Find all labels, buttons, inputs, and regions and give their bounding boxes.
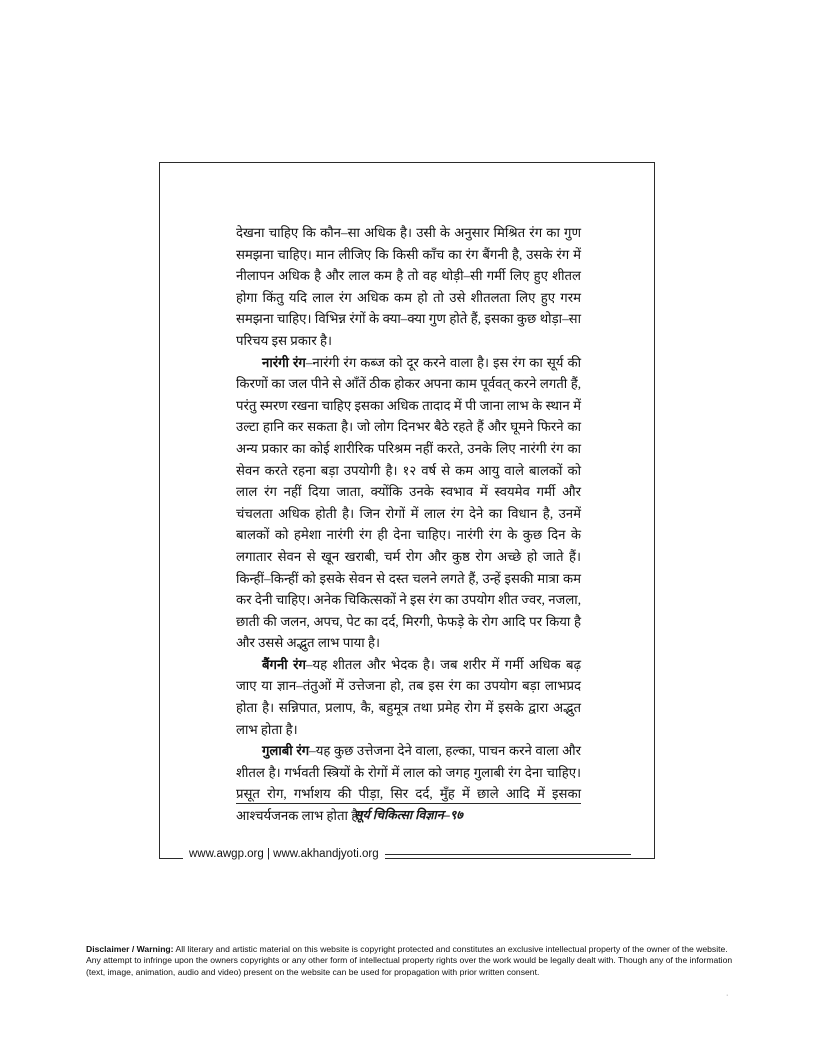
paragraph-4-heading: गुलाबी रंग xyxy=(262,743,310,759)
paragraph-2 xyxy=(236,352,581,654)
paragraph-4-text: –यह कुछ उत्तेजना देने वाला, हल्का, पाचन करने वाला और शीतल है। गर्भवती स्त्रियों के रोगों में लाल को जगह गुलाबी रंग देना चाहिए। प्रसूत रोग, गर्भाशय की पीड़ा, सिर दर्द, मुँह में छाले आदि में इसका आश्चर्यजनक लाभ होता है। xyxy=(236,743,582,824)
paragraph-1 xyxy=(236,222,581,352)
footer-rule-right xyxy=(385,854,631,855)
paragraph-3-text: –यह शीतल और भेदक है। जब शरीर में गर्मी अधिक बढ़ जाए या ज्ञान–तंतुओं में उत्तेजना हो, तब इस रंग का उपयोग बड़ा लाभप्रद होता है। सन्निपात, प्रलाप, कै, बहुमूत्र तथा प्रमेह रोग में इसके द्वारा अद्भुत लाभ होता है। xyxy=(236,656,581,737)
paragraph-2-text: –नारंगी रंग कब्ज को दूर करने वाला है। इस रंग का सूर्य की किरणों का जल पीने से आँतें ठीक होकर अपना काम पूर्ववत् करने लगती हैं, परंतु स्मरण रखना चाहिए इसका अधिक तादाद में पी जाना लाभ के स्थान में उल्टा हानि कर सकता है। जो लोग दिनभर बैठे रहते हैं और घूमने फिरने का अन्य प्रकार का कोई शारीरिक परिश्रम नहीं करते, उनके लिए नारंगी रंग का सेवन करते रहना बड़ा उपयोगी है। १२ वर्ष से कम आयु वाले बालकों को लाल रंग नहीं दिया जाता, क्योंकि उनके स्वभाव में स्वयमेव गर्मी और चंचलता अधिक होती है। जिन रोगों में लाल रंग देने का विधान है, उनमें बालकों को हमेशा नारंगी रंग ही देना चाहिए। नारंगी रंग के कुछ दिन के लगातार सेवन से खून खराबी, चर्म रोग और कुष्ठ रोग अच्छे हो जाते हैं। किन्हीं–किन्हीं को इसके सेवन से दस्त चलने लगते हैं, उन्हें इसकी मात्रा कम कर देनी चाहिए। अनेक चिकित्सकों ने इस रंग का उपयोग शीत ज्वर, नजला, छाती की जलन, अपच, पेट का दर्द, मिरगी, फेफड़े के रोग आदि पर किया है और उससे अद्भुत लाभ पाया है। xyxy=(236,354,581,651)
disclaimer-body: All literary and artistic material on this website is copyright protected and constitutes an exclusive intellectual property of the owner of the website. Any attempt to infringe upon the owners copyrights or any other form of intellectual property rights over the work would be legally dealt with. Though any of the information (text, image, animation, audio and video) present on the website can be used for propagation with prior written consent. xyxy=(86,944,733,977)
paragraph-3 xyxy=(236,654,581,740)
body-text-column xyxy=(236,222,581,827)
paragraph-3-heading: बैंगनी रंग xyxy=(262,656,306,672)
paragraph-1-text: देखना चाहिए कि कौन–सा अधिक है। उसी के अनुसार मिश्रित रंग का गुण समझना चाहिए। मान लीजिए कि किसी काँच का रंग बैंगनी है, उसके रंग में नीलापन अधिक है और लाल कम है तो वह थोड़ी–सी गर्मी लिए हुए शीतल होगा किंतु यदि लाल रंग अधिक कम हो तो उसे शीतलता लिए हुए गरम समझना चाहिए। विभिन्न रंगों के क्या–क्या गुण होते हैं, इसका कुछ थोड़ा–सा परिचय इस प्रकार है। xyxy=(236,225,581,348)
disclaimer-lead: Disclaimer / Warning: xyxy=(86,944,174,954)
running-footer-title: सूर्य चिकित्सा विज्ञान–९७ xyxy=(354,808,463,822)
footer-divider xyxy=(236,803,581,804)
disclaimer-block xyxy=(86,944,734,978)
website-url-text[interactable]: www.awgp.org | www.akhandjyoti.org xyxy=(183,848,385,860)
website-footer-line xyxy=(183,845,631,863)
paragraph-2-heading: नारंगी रंग xyxy=(262,354,306,370)
page-corner-mark: · xyxy=(726,992,729,999)
